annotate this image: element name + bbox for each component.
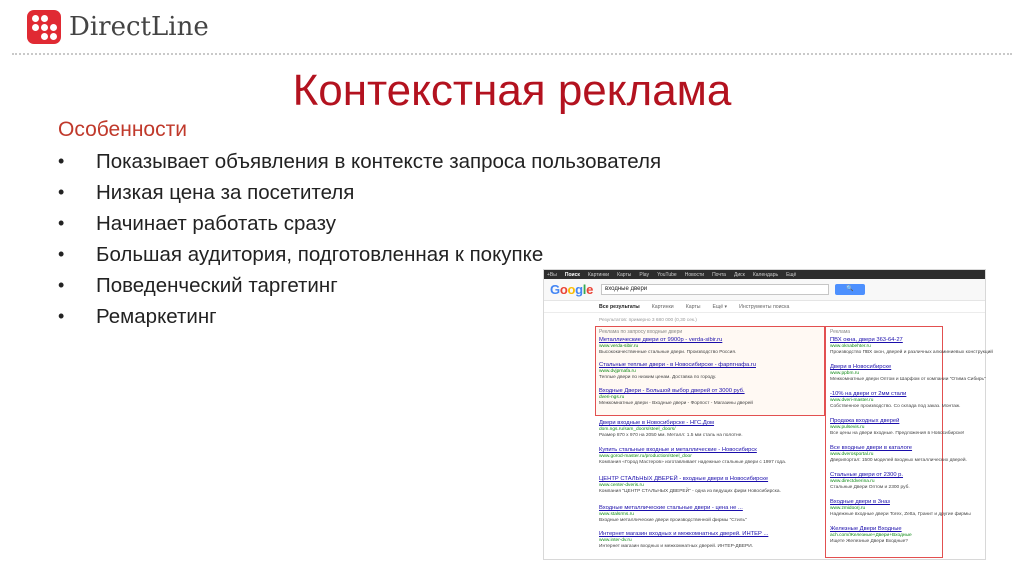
side-ad-snippet: Стальные Двери Оптом и 2300 руб.	[830, 485, 910, 490]
side-ad-title[interactable]: -10% на двери от 2мм стали	[830, 391, 907, 397]
ad-result-snippet: Межкомнатные двери - Входные двери - Форпост - Магазины дверей	[599, 401, 753, 406]
search-icon: 🔍	[846, 286, 854, 292]
search-results-screenshot	[543, 269, 993, 560]
side-ad-title[interactable]: Двери в Новосибирске	[830, 364, 892, 370]
side-ad-url: www.pulsevis.ru	[830, 425, 865, 430]
ad-result-title[interactable]: Стальные теплые двери - в Новосибирске - фарпгнафа.ru	[599, 362, 756, 368]
ad-result	[599, 362, 821, 381]
top-nav-item[interactable]: Календарь	[752, 271, 779, 278]
side-ad-url: www.dverosportal.ru	[830, 452, 874, 457]
side-ad-title[interactable]: ПВХ окна, двери 363-64-27	[830, 337, 903, 343]
organic-result-url: dom.ngs.ru/sam_doors/steel_doors/	[599, 427, 676, 432]
top-ads-label: Реклама по запросу входные двери	[599, 329, 683, 335]
bullet-icon: •	[58, 213, 65, 233]
list-item-text: Ремаркетинг	[96, 304, 217, 328]
bullet-icon: •	[58, 306, 65, 326]
side-ads-box	[825, 326, 993, 558]
top-nav-item[interactable]: YouTube	[657, 271, 677, 278]
top-nav-item[interactable]: Поиск	[564, 271, 580, 278]
tab-more[interactable]: Ещё ▾	[712, 303, 728, 310]
bullet-icon: •	[58, 182, 65, 202]
top-nav-item[interactable]: Почта	[712, 271, 726, 278]
side-ad-url: www.dveri-master.ru	[830, 398, 874, 403]
ad-result	[599, 388, 821, 407]
organic-result-snippet: Размер 870 х 970 на 2050 мм. Металл: 1.5 мм сталь на полотне.	[599, 433, 743, 438]
organic-result	[599, 476, 821, 495]
result-stats: Результатов: примерно 3 680 000 (0,30 сек.)	[599, 318, 697, 323]
list-item	[58, 208, 661, 239]
side-ad	[830, 364, 986, 383]
side-ad-url: ach.com/Железные+Двери+Входные	[830, 533, 912, 538]
organic-result-url: www.inter-dv.ru	[599, 538, 632, 543]
list-item-text: Большая аудитория, подготовленная к покупке	[96, 242, 544, 266]
side-ad	[830, 391, 961, 410]
top-nav-item[interactable]: Карты	[617, 271, 632, 278]
side-ad-title[interactable]: Все входные двери в каталоге	[830, 445, 913, 451]
search-button[interactable]	[835, 284, 865, 295]
ad-result	[599, 337, 821, 356]
side-ad-title[interactable]: Железные Двери Входные	[830, 526, 902, 532]
organic-result-title[interactable]: ЦЕНТР СТАЛЬНЫХ ДВЕРЕЙ - входные двери в Новосибирске	[599, 476, 769, 482]
side-ad-snippet: Надежные входные двери Torex, Zetta, Гранит и другие фирмы	[830, 512, 971, 517]
organic-result-title[interactable]: Интернет магазин входных и межкомнатных дверей. ИНТЕР ...	[599, 531, 769, 537]
side-ad-title[interactable]: Продажа входных дверей	[830, 418, 900, 424]
side-ad-url: www.oknabehter.ru	[830, 344, 871, 349]
ad-result-url: www.verda-sibir.ru	[599, 344, 639, 349]
slide-title: Контекстная реклама	[292, 66, 732, 115]
list-item-text: Поведенческий таргетинг	[96, 273, 338, 297]
directline-logo	[27, 10, 209, 44]
logo-text: DirectLine	[69, 12, 209, 42]
organic-result-snippet: Компания "ЦЕНТР СТАЛЬНЫХ ДВЕРЕЙ" - одна из ведущих фирм Новосибирска.	[599, 489, 781, 494]
organic-result-title[interactable]: Входные металлические стальные двери - цена не ...	[599, 505, 743, 511]
organic-result-snippet: Интернет магазин входных и межкомнатных дверей. ИНТЕР-ДВЕРИ.	[599, 544, 754, 549]
list-item	[58, 146, 661, 177]
organic-result-url: www.stalsrms.ru	[599, 512, 634, 517]
organic-result-title[interactable]: Двери входные в Новосибирске - НГС.Дом	[599, 420, 715, 426]
ad-result-title[interactable]: Входные Двери - Большой выбор дверей от 3000 руб.	[599, 388, 745, 394]
top-nav-item[interactable]: Play	[639, 271, 650, 278]
top-nav-item[interactable]: Ещё	[786, 271, 797, 278]
side-ad-url: www.ppbm.ru	[830, 371, 860, 376]
top-nav-bar	[544, 270, 985, 279]
side-ad-snippet: Межкомнатные двери Оптом и Шарфом от компании "Отима Сибирь"	[830, 377, 986, 382]
ad-result-url: dveri-ngs.ru	[599, 395, 625, 400]
header-divider	[12, 53, 1012, 55]
side-ad	[830, 445, 967, 464]
organic-result-snippet: Компания «Город Мастеров» изготавливает надежные стальные двери с 1997 года.	[599, 460, 787, 465]
bullet-icon: •	[58, 275, 65, 295]
side-ad-snippet: Производство ПВХ окон, дверей и различных алюминиевых конструкций	[830, 350, 993, 355]
side-ad	[830, 499, 971, 518]
ad-result-snippet: Теплые двери по низким ценам. Доставка по городу.	[599, 375, 717, 380]
organic-result	[599, 447, 821, 466]
organic-result-snippet: Входные металлические двери производственной фирмы "Стиль"	[599, 518, 747, 523]
side-ads-label: Реклама	[830, 329, 851, 335]
top-nav-item[interactable]: +Вы	[547, 271, 557, 278]
tab-maps[interactable]: Карты	[685, 303, 701, 310]
ad-result-title[interactable]: Металлические двери от 9900р - verda-sibir.ru	[599, 337, 723, 343]
google-logo[interactable]: Google	[550, 282, 594, 297]
organic-result	[599, 505, 821, 524]
bullet-icon: •	[58, 244, 65, 264]
organic-result	[599, 531, 821, 550]
list-item	[58, 177, 661, 208]
bullet-icon: •	[58, 151, 65, 171]
tab-images[interactable]: Картинки	[651, 303, 674, 310]
top-nav-item[interactable]: Картинки	[587, 271, 610, 278]
section-subtitle: Особенности	[58, 118, 187, 141]
ad-result-url: www.dvjprnafa.ru	[599, 369, 636, 374]
side-ad-snippet: Все цены на двери входные. Предложения в Новосибирске!	[830, 431, 965, 436]
side-ad-snippet: Дверипортал: 1500 моделей входных металлических дверей.	[830, 458, 967, 463]
organic-result	[599, 420, 821, 439]
top-nav-item[interactable]: Новости	[684, 271, 705, 278]
tab-all[interactable]: Все результаты	[599, 303, 640, 310]
list-item	[58, 239, 661, 270]
side-ad-title[interactable]: Стальные двери от 2300 р.	[830, 472, 904, 478]
list-item-text: Низкая цена за посетителя	[96, 180, 355, 204]
side-ad-snippet: Собственное производство. Со склада под заказ. Монтаж.	[830, 404, 961, 409]
side-ad-snippet: Ищете Железные Двери Входные?	[830, 539, 908, 544]
side-ad-title[interactable]: Входные двери в 3наз	[830, 499, 890, 505]
list-item-text: Начинает работать сразу	[96, 211, 337, 235]
side-ad-url: www.zmidoorj.ru	[830, 506, 866, 511]
list-item-text: Показывает объявления в контексте запроса пользователя	[96, 149, 662, 173]
ad-result-snippet: Высококачественные стальные двери. Производство Россия.	[599, 350, 737, 355]
organic-result-title[interactable]: Купить стальные входные и металлические - Новосибирск	[599, 447, 757, 453]
search-tabs	[544, 301, 985, 313]
side-ad	[830, 337, 993, 356]
organic-result-url: www.center-dveris.ru	[599, 483, 644, 488]
directline-logo-icon	[27, 10, 61, 44]
top-nav-item[interactable]: Диск	[733, 271, 745, 278]
search-header	[544, 279, 985, 301]
side-ad	[830, 472, 940, 491]
side-ad	[830, 526, 940, 545]
side-ad	[830, 418, 965, 437]
search-input[interactable]: входные двери	[601, 284, 829, 295]
side-ad-url: www.directdverina.ru	[830, 479, 875, 484]
tab-tools[interactable]: Инструменты поиска	[739, 303, 790, 310]
organic-result-url: www.gorod-master.ru/production/steel_door	[599, 454, 692, 459]
